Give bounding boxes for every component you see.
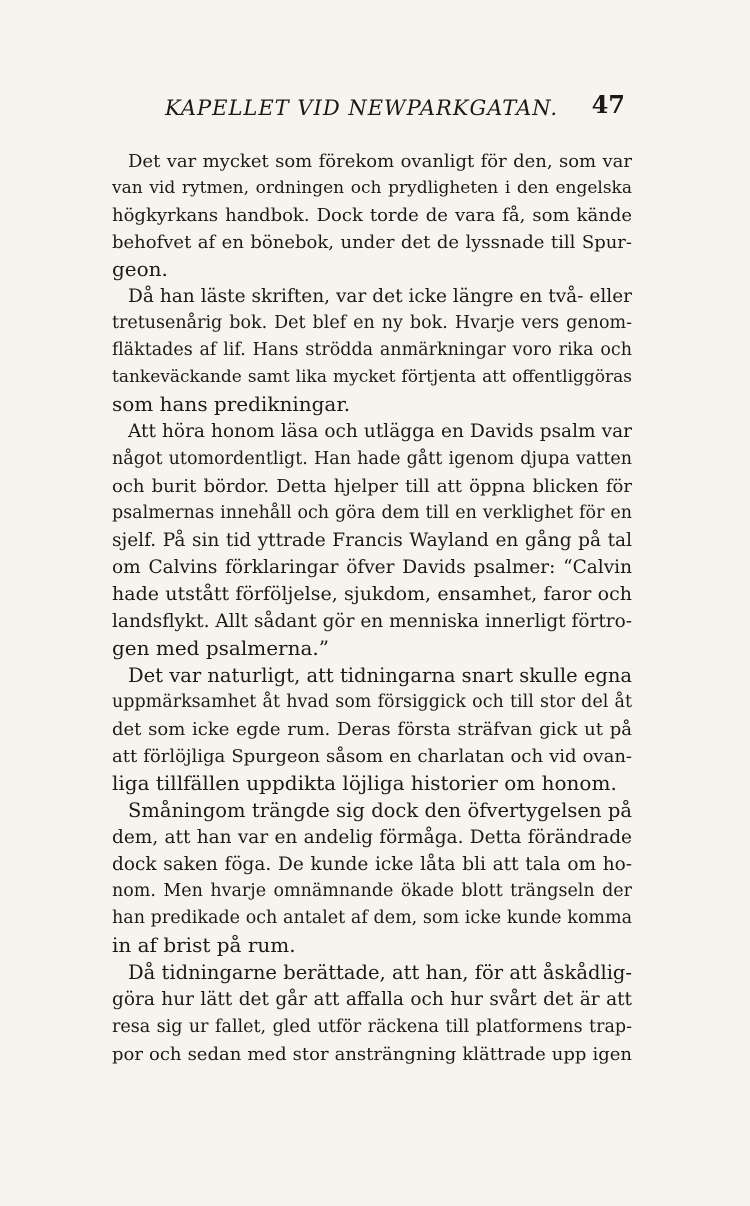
- text-line: geon.: [112, 257, 168, 282]
- text-line: Det var naturligt, att tidningarna snart skulle egna: [128, 663, 633, 687]
- text-line: psalmernas innehåll och göra dem till en verklighet för en: [112, 502, 632, 523]
- text-line: sjelf. På sin tid yttrade Francis Wayland en gång på tal: [112, 529, 632, 551]
- text-line: uppmärksamhet åt hvad som försiggick och till stor del åt: [112, 691, 632, 712]
- text-line: tretusenårig bok. Det blef en ny bok. Hvarje vers genom-: [112, 313, 632, 334]
- text-line: resa sig ur fallet, gled utför räckena till platformens trap-: [112, 1016, 632, 1037]
- text-line: göra hur lätt det går att affalla och hur svårt det är att: [112, 989, 632, 1011]
- running-head: [165, 90, 625, 132]
- text-line: Småningom trängde sig dock den öfvertygelsen på: [128, 799, 632, 823]
- text-line: det som icke egde rum. Deras första sträfvan gick ut på: [112, 718, 632, 740]
- text-line: Då han läste skriften, var det icke längre en två- eller: [128, 286, 632, 308]
- text-line: gen med psalmerna.”: [112, 635, 329, 660]
- text-line: in af brist på rum.: [112, 933, 296, 958]
- text-line: han predikade och antalet af dem, som icke kunde komma: [112, 908, 632, 929]
- text-line: som hans predikningar.: [112, 392, 351, 417]
- text-line: att förlöjliga Spurgeon såsom en charlatan och vid ovan-: [112, 746, 632, 768]
- text-line: något utomordentligt. Han hade gått igenom djupa vatten: [112, 448, 632, 469]
- text-line: Att höra honom läsa och utlägga en Davids psalm var: [128, 421, 632, 443]
- text-line: landsflykt. Allt sådant gör en menniska innerligt förtro-: [112, 610, 632, 632]
- text-line: hade utstått förföljelse, sjukdom, ensamhet, faror och: [112, 582, 632, 605]
- text-line: om Calvins förklaringar öfver Davids psalmer: “Calvin: [112, 556, 632, 578]
- text-line: por och sedan med stor ansträngning klättrade upp igen: [112, 1043, 632, 1065]
- body-text: [112, 148, 632, 1068]
- page-number: 47: [591, 90, 625, 119]
- text-line: Då tidningarne berättade, att han, för att åskådlig-: [128, 961, 632, 985]
- text-line: dock saken föga. De kunde icke låta bli att tala om ho-: [112, 854, 632, 876]
- running-title: KAPELLET VID NEWPARKGATAN.: [165, 96, 559, 120]
- text-line: och burit bördor. Detta hjelper till att öppna blicken för: [112, 475, 632, 497]
- text-line: nom. Men hvarje omnämnande ökade blott trängseln der: [112, 881, 632, 902]
- text-line: liga tillfällen uppdikta löjliga historier om honom.: [112, 771, 617, 796]
- text-line: dem, att han var en andelig förmåga. Detta förändrade: [112, 827, 632, 849]
- text-line: Det var mycket som förekom ovanligt för den, som var: [128, 151, 632, 172]
- text-line: fläktades af lif. Hans strödda anmärkningar voro rika och: [112, 340, 632, 361]
- text-line: van vid rytmen, ordningen och prydligheten i den engelska: [112, 178, 632, 199]
- text-line: tankeväckande samt lika mycket förtjenta att offentliggöras: [112, 367, 632, 388]
- text-line: högkyrkans handbok. Dock torde de vara få, som kände: [112, 205, 632, 227]
- text-line: behofvet af en bönebok, under det de lyssnade till Spur-: [112, 232, 632, 254]
